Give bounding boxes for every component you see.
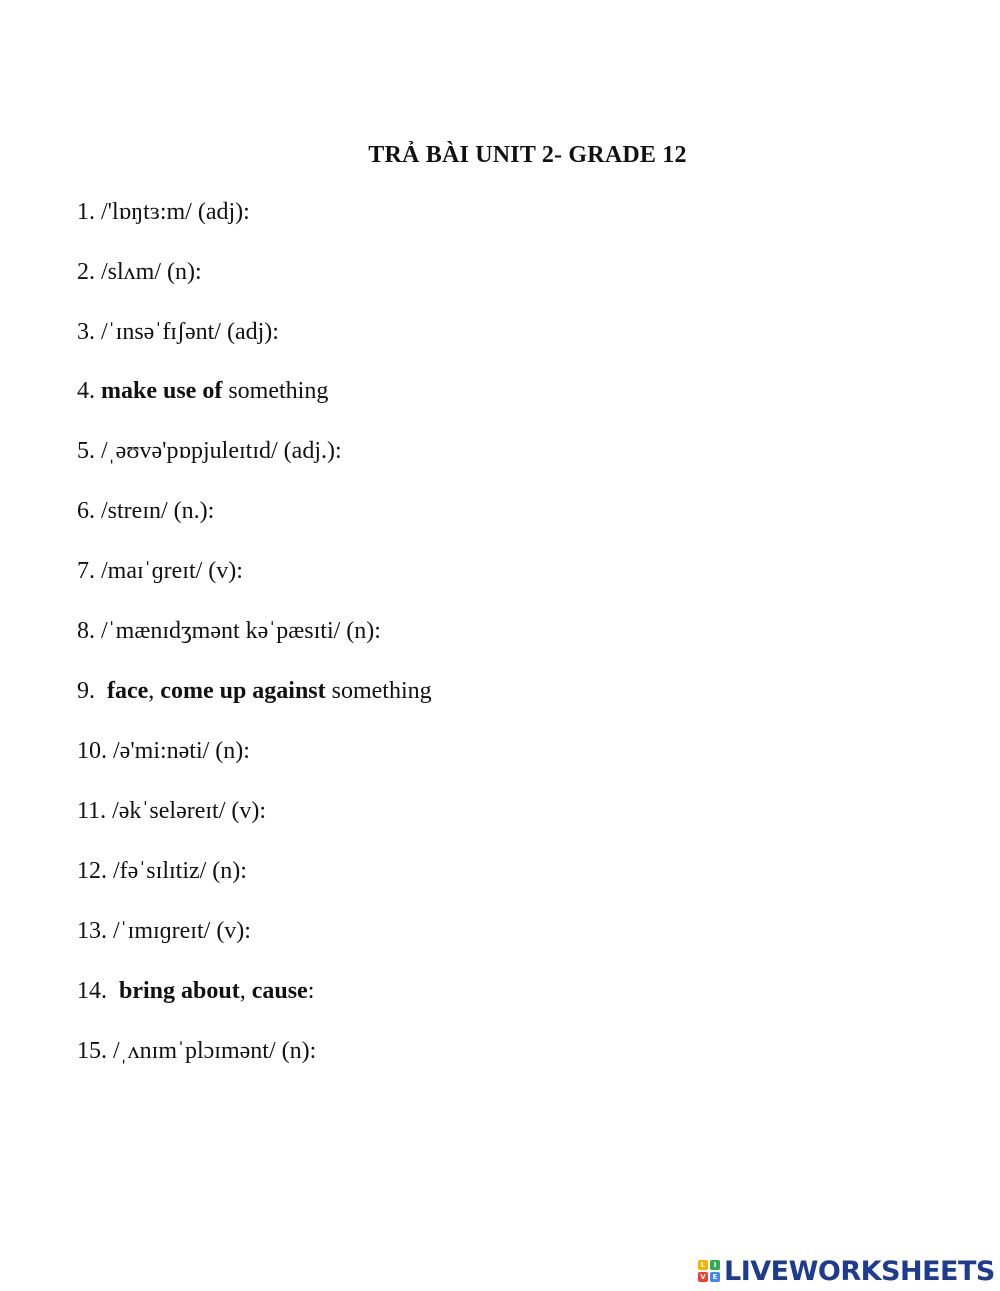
- item-number: 2.: [77, 259, 95, 285]
- list-item-8: [77, 616, 381, 646]
- item-number: 15.: [77, 1038, 107, 1064]
- item-text: /ˈɪnsəˈfɪʃənt/ (adj):: [101, 319, 279, 345]
- item-text: /ˈmænɪdʒmənt kəˈpæsɪti/ (n):: [101, 618, 381, 644]
- worksheet-title: TRẢ BÀI UNIT 2- GRADE 12: [368, 142, 687, 168]
- logo-icon: [698, 1260, 720, 1282]
- item-bold-phrase-2: cause: [251, 978, 308, 1004]
- item-number: 9.: [77, 678, 95, 704]
- logo-tile: I: [710, 1260, 720, 1270]
- item-number: 14.: [77, 978, 107, 1004]
- item-text: /maɪˈɡreɪt/ (v):: [101, 558, 243, 584]
- item-text: /ˌʌnɪmˈplɔɪmənt/ (n):: [113, 1038, 317, 1064]
- item-rest-text: something: [222, 378, 329, 404]
- list-item-12: [77, 856, 247, 886]
- item-bold-phrase: make use of: [101, 378, 223, 404]
- item-text: /streɪn/ (n.):: [101, 498, 215, 524]
- logo-tile: V: [698, 1272, 708, 1282]
- item-number: 7.: [77, 558, 95, 584]
- list-item-13: [77, 916, 251, 946]
- item-number: 6.: [77, 498, 95, 524]
- list-item-7: [77, 556, 243, 586]
- item-text: /slʌm/ (n):: [101, 259, 202, 285]
- item-number: 4.: [77, 378, 95, 404]
- list-item-4: [77, 376, 328, 406]
- item-number: 12.: [77, 858, 107, 884]
- item-text: /'lɒŋtɜ:m/ (adj):: [101, 199, 250, 225]
- logo-tile: E: [710, 1272, 720, 1282]
- item-text: /əkˈseləreɪt/ (v):: [112, 798, 267, 824]
- list-item-1: [77, 197, 250, 227]
- item-text: /fəˈsɪlɪtiz/ (n):: [113, 858, 247, 884]
- item-number: 5.: [77, 438, 95, 464]
- item-bold-phrase: face: [107, 678, 149, 704]
- list-item-6: [77, 496, 214, 526]
- item-bold-phrase: bring about: [119, 978, 240, 1004]
- list-item-2: [77, 257, 202, 287]
- item-number: 1.: [77, 199, 95, 225]
- list-item-9: [77, 676, 432, 706]
- list-item-15: [77, 1036, 316, 1066]
- item-rest-text: :: [307, 978, 315, 1004]
- list-item-3: [77, 317, 279, 347]
- logo-tile: L: [698, 1260, 708, 1270]
- item-number: 3.: [77, 319, 95, 345]
- item-separator: ,: [239, 978, 252, 1004]
- list-item-14: [77, 976, 314, 1006]
- item-number: 11.: [77, 798, 107, 824]
- list-item-11: [77, 796, 266, 826]
- list-item-10: [77, 736, 250, 766]
- item-number: 8.: [77, 618, 95, 644]
- list-item-5: [77, 436, 342, 466]
- logo-wordmark: LIVEWORKSHEETS: [724, 1255, 995, 1287]
- item-rest-text: something: [325, 678, 432, 704]
- item-text: /ˌəʊvə'pɒpjuleɪtɪd/ (adj.):: [101, 438, 342, 464]
- item-text: /ə'mi:nəti/ (n):: [113, 738, 250, 764]
- item-separator: ,: [148, 678, 161, 704]
- item-bold-phrase-2: come up against: [160, 678, 326, 704]
- item-number: 13.: [77, 918, 107, 944]
- liveworksheets-logo: [698, 1256, 995, 1286]
- item-text: /ˈɪmɪɡreɪt/ (v):: [113, 918, 251, 944]
- item-number: 10.: [77, 738, 107, 764]
